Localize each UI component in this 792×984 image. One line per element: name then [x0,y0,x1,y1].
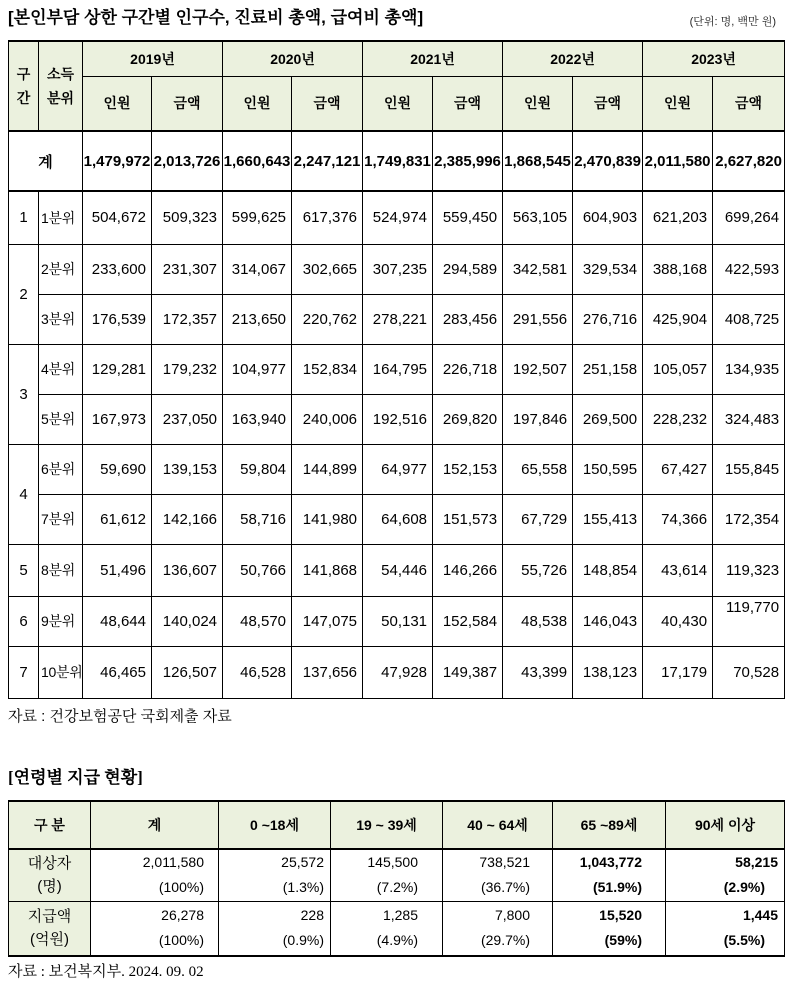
people-cell: 67,729 [503,494,573,544]
amount-cell: 329,534 [573,244,643,294]
amount-cell: 617,376 [292,191,363,244]
payment-share: (100%) [158,932,204,949]
decile-label: 8분위 [39,544,83,596]
total-people-cell: 1,749,831 [363,131,433,191]
people-cell: 67,427 [643,444,713,494]
total-people-cell: 1,479,972 [83,131,152,191]
subheader-people: 인원 [223,76,292,131]
decile-label: 9분위 [39,596,83,646]
header-age-19-39: 19 ~ 39세 [331,801,443,849]
people-cell: 48,644 [83,596,152,646]
people-cell: 314,067 [223,244,292,294]
people-cell: 50,131 [363,596,433,646]
payment-amount: 7,800 [494,907,530,924]
table-row [9,344,785,394]
total-label: 계 [9,131,83,191]
unit-note: (단위: 명, 백만 원) [689,16,776,28]
people-cell: 43,614 [643,544,713,596]
amount-cell: 509,323 [152,191,223,244]
amount-cell: 251,158 [573,344,643,394]
amount-cell: 149,387 [433,646,503,698]
people-cell: 388,168 [643,244,713,294]
amount-cell: 237,050 [152,394,223,444]
year-header: 2021년 [363,41,503,76]
amount-cell: 119,323 [713,544,785,596]
amount-cell: 220,762 [292,294,363,344]
subheader-people: 인원 [363,76,433,131]
amount-cell: 172,354 [713,494,785,544]
payment-share: (4.9%) [376,932,418,949]
subheader-amount: 금액 [713,76,785,131]
recipient-count: 58,215 [735,854,778,871]
subheader-amount: 금액 [433,76,503,131]
subheader-amount: 금액 [292,76,363,131]
people-cell: 43,399 [503,646,573,698]
amount-cell: 148,854 [573,544,643,596]
payment-row [9,901,785,956]
age-19-39-cell [331,849,443,901]
recipient-count: 25,572 [281,854,324,871]
section-cell: 3 [9,344,39,444]
amount-cell: 324,483 [713,394,785,444]
recipient-share: (7.2%) [376,879,418,896]
row-label: 지급액 (억원) [9,901,91,956]
amount-cell: 155,413 [573,494,643,544]
people-cell: 51,496 [83,544,152,596]
payment-share: (59%) [604,932,642,949]
total-cell [91,901,219,956]
people-cell: 504,672 [83,191,152,244]
age-65-89-cell [553,901,666,956]
amount-cell: 559,450 [433,191,503,244]
header-section: 구 간 [9,41,39,131]
header-age-0-18: 0 ~18세 [219,801,331,849]
recipient-count: 738,521 [479,854,530,871]
people-cell: 48,570 [223,596,292,646]
age-0-18-cell [219,901,331,956]
section-cell: 5 [9,544,39,596]
total-amount-cell: 2,470,839 [573,131,643,191]
decile-label: 3분위 [39,294,83,344]
table-row [9,544,785,596]
year-header: 2019년 [83,41,223,76]
total-amount-cell: 2,247,121 [292,131,363,191]
amount-cell: 276,716 [573,294,643,344]
amount-cell: 226,718 [433,344,503,394]
age-65-89-cell [553,849,666,901]
people-cell: 65,558 [503,444,573,494]
people-cell: 47,928 [363,646,433,698]
payment-share: (0.9%) [282,932,324,949]
age-19-39-cell [331,901,443,956]
subheader-people: 인원 [83,76,152,131]
amount-cell: 604,903 [573,191,643,244]
decile-label: 1분위 [39,191,83,244]
people-cell: 17,179 [643,646,713,698]
people-cell: 176,539 [83,294,152,344]
header-age-40-64: 40 ~ 64세 [443,801,553,849]
people-cell: 163,940 [223,394,292,444]
amount-cell: 137,656 [292,646,363,698]
people-cell: 167,973 [83,394,152,444]
people-cell: 55,726 [503,544,573,596]
people-cell: 228,232 [643,394,713,444]
amount-cell: 152,834 [292,344,363,394]
header-row-measures [9,76,785,131]
people-cell: 164,795 [363,344,433,394]
amount-cell: 136,607 [152,544,223,596]
people-cell: 307,235 [363,244,433,294]
subheader-people: 인원 [643,76,713,131]
header-age-65-89: 65 ~89세 [553,801,666,849]
age-0-18-cell [219,849,331,901]
amount-cell: 138,123 [573,646,643,698]
total-row [9,131,785,191]
amount-cell: 283,456 [433,294,503,344]
section-cell: 7 [9,646,39,698]
people-cell: 233,600 [83,244,152,294]
amount-cell: 152,153 [433,444,503,494]
people-cell: 50,766 [223,544,292,596]
people-cell: 64,977 [363,444,433,494]
amount-cell: 179,232 [152,344,223,394]
age-90-plus-cell [666,901,785,956]
table-row [9,646,785,698]
amount-cell: 141,980 [292,494,363,544]
amount-cell: 172,357 [152,294,223,344]
total-people-cell: 1,660,643 [223,131,292,191]
row-label: 대상자 (명) [9,849,91,901]
amount-cell: 146,266 [433,544,503,596]
amount-cell: 150,595 [573,444,643,494]
people-cell: 61,612 [83,494,152,544]
table-row [9,494,785,544]
people-cell: 46,528 [223,646,292,698]
payment-amount: 15,520 [599,907,642,924]
recipient-count: 145,500 [367,854,418,871]
amount-cell: 269,500 [573,394,643,444]
amount-cell: 422,593 [713,244,785,294]
decile-label: 10분위 [39,646,83,698]
amount-cell: 119,770 [713,596,785,646]
payment-amount: 1,445 [742,907,778,924]
amount-cell: 231,307 [152,244,223,294]
header-age-90-plus: 90세 이상 [666,801,785,849]
total-amount-cell: 2,627,820 [713,131,785,191]
people-cell: 621,203 [643,191,713,244]
amount-cell: 269,820 [433,394,503,444]
age-40-64-cell [443,901,553,956]
people-cell: 58,716 [223,494,292,544]
amount-cell: 142,166 [152,494,223,544]
people-cell: 192,507 [503,344,573,394]
source-note: 자료 : 보건복지부. 2024. 09. 02 [8,964,204,980]
amount-cell: 70,528 [713,646,785,698]
payment-amount: 26,278 [161,907,204,924]
decile-label: 6분위 [39,444,83,494]
amount-cell: 151,573 [433,494,503,544]
table-title: [본인부담 상한 구간별 인구수, 진료비 총액, 급여비 총액] [8,8,424,27]
recipient-count: 1,043,772 [579,854,642,871]
subheader-amount: 금액 [152,76,223,131]
recipient-share: (36.7%) [480,879,530,896]
people-cell: 105,057 [643,344,713,394]
people-cell: 524,974 [363,191,433,244]
total-people-cell: 1,868,545 [503,131,573,191]
recipient-share: (2.9%) [723,879,765,896]
people-cell: 599,625 [223,191,292,244]
table-row [9,294,785,344]
recipients-row [9,849,785,901]
decile-label: 7분위 [39,494,83,544]
people-cell: 342,581 [503,244,573,294]
people-cell: 48,538 [503,596,573,646]
recipient-share: (51.9%) [592,879,642,896]
amount-cell: 146,043 [573,596,643,646]
table-row [9,244,785,294]
header-row-years [9,41,785,76]
people-cell: 104,977 [223,344,292,394]
amount-cell: 139,153 [152,444,223,494]
section-cell: 1 [9,191,39,244]
age-90-plus-cell [666,849,785,901]
total-amount-cell: 2,013,726 [152,131,223,191]
age-40-64-cell [443,849,553,901]
people-cell: 59,690 [83,444,152,494]
subheader-people: 인원 [503,76,573,131]
section-cell: 6 [9,596,39,646]
amount-cell: 152,584 [433,596,503,646]
amount-cell: 141,868 [292,544,363,596]
amount-cell: 147,075 [292,596,363,646]
people-cell: 192,516 [363,394,433,444]
decile-label: 5분위 [39,394,83,444]
header-income-decile: 소득 분위 [39,41,83,131]
header-category: 구 분 [9,801,91,849]
people-cell: 64,608 [363,494,433,544]
amount-cell: 408,725 [713,294,785,344]
people-cell: 563,105 [503,191,573,244]
people-cell: 46,465 [83,646,152,698]
amount-cell: 155,845 [713,444,785,494]
payment-share: (5.5%) [723,932,765,949]
payment-share: (29.7%) [480,932,530,949]
table-row [9,444,785,494]
people-cell: 425,904 [643,294,713,344]
year-header: 2020년 [223,41,363,76]
payment-amount: 228 [300,907,324,924]
amount-cell: 144,899 [292,444,363,494]
people-cell: 74,366 [643,494,713,544]
amount-cell: 140,024 [152,596,223,646]
total-people-cell: 2,011,580 [643,131,713,191]
payment-amount: 1,285 [382,907,418,924]
amount-cell: 134,935 [713,344,785,394]
amount-cell: 294,589 [433,244,503,294]
people-cell: 291,556 [503,294,573,344]
people-cell: 59,804 [223,444,292,494]
recipient-count: 2,011,580 [142,854,204,871]
amount-cell: 699,264 [713,191,785,244]
total-amount-cell: 2,385,996 [433,131,503,191]
recipient-share: (100%) [158,879,204,896]
people-cell: 197,846 [503,394,573,444]
table-row [9,596,785,646]
year-header: 2023년 [643,41,785,76]
year-header: 2022년 [503,41,643,76]
total-cell [91,849,219,901]
people-cell: 278,221 [363,294,433,344]
income-decile-table [8,40,785,699]
age-table-title: [연령별 지급 현황] [8,768,143,787]
people-cell: 40,430 [643,596,713,646]
header-total: 계 [91,801,219,849]
section-cell: 2 [9,244,39,344]
subheader-amount: 금액 [573,76,643,131]
source-note: 자료 : 건강보험공단 국회제출 자료 [8,708,232,725]
header-row [9,801,785,849]
table-row [9,191,785,244]
amount-cell: 126,507 [152,646,223,698]
decile-label: 4분위 [39,344,83,394]
people-cell: 129,281 [83,344,152,394]
amount-cell: 302,665 [292,244,363,294]
section-cell: 4 [9,444,39,544]
people-cell: 54,446 [363,544,433,596]
people-cell: 213,650 [223,294,292,344]
recipient-share: (1.3%) [282,879,324,896]
age-payment-table [8,800,785,957]
amount-cell: 240,006 [292,394,363,444]
table-row [9,394,785,444]
decile-label: 2분위 [39,244,83,294]
